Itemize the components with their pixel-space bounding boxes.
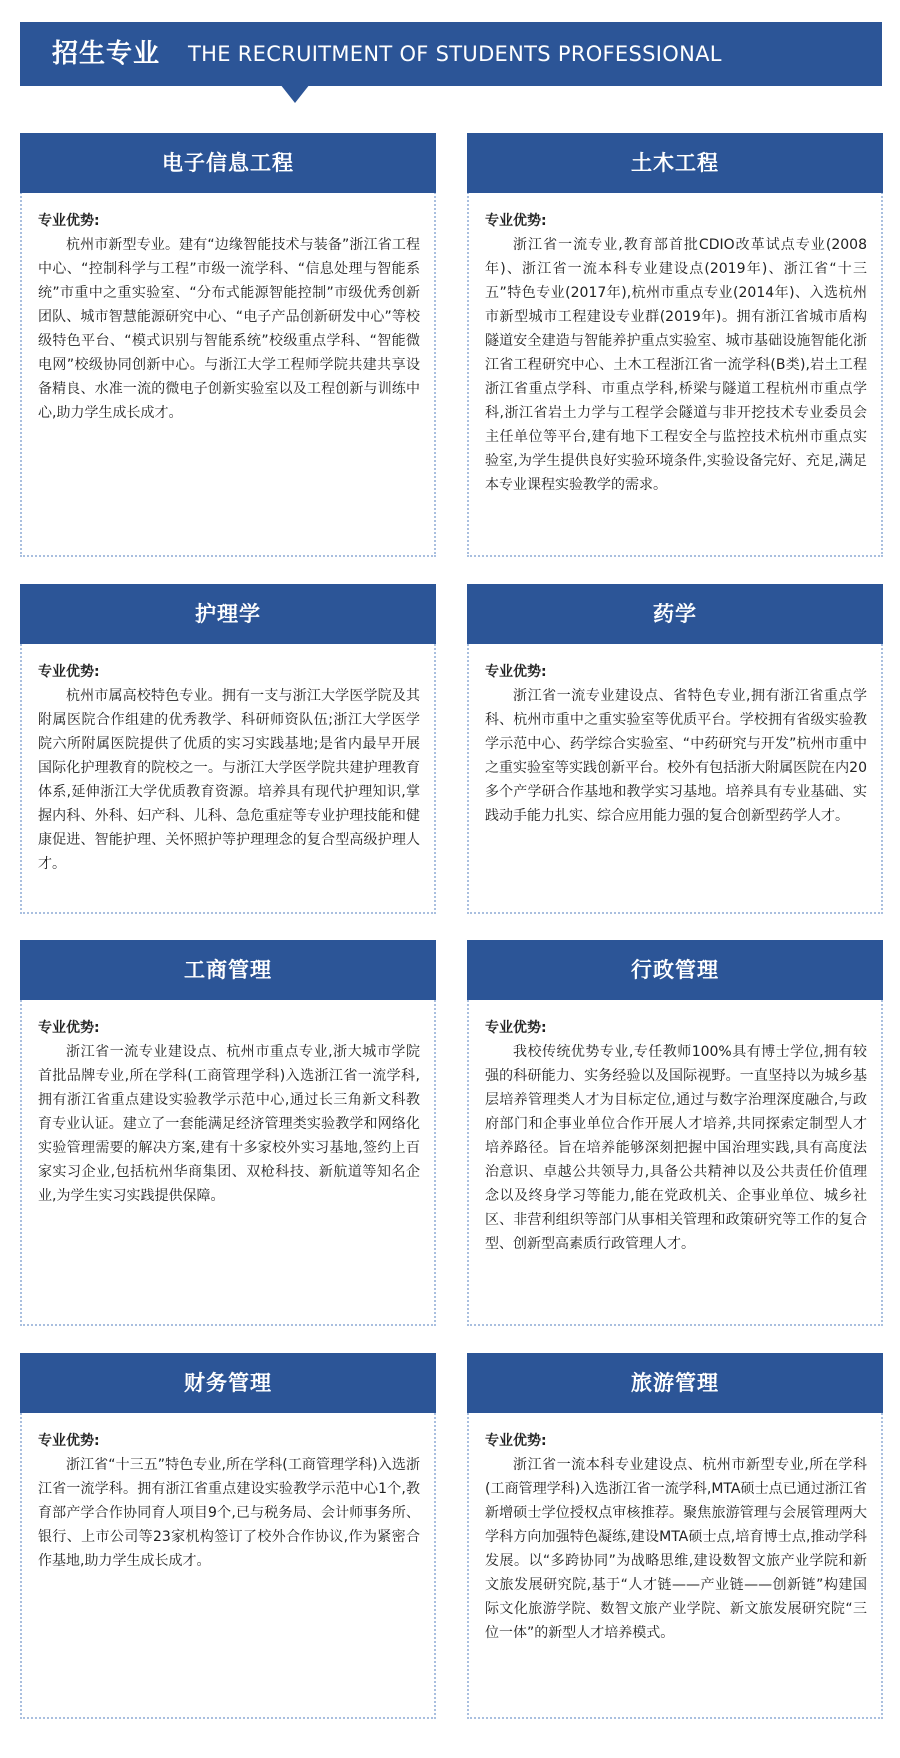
major-title: 药学 — [467, 584, 883, 644]
advantage-text: 浙江省一流专业建设点、省特色专业,拥有浙江省重点学科、杭州市重中之重实验室等优质平台。学校拥有省级实验教学示范中心、药学综合实验室、“中药研究与开发”杭州市重中之重实验室等实践创新平台。校外有包括浙大附属医院在内20多个产学研合作基地和教学实习基地。培养具有专业基础、实践动手能力扎实、综合应用能力强的复合创新型药学人才。 — [485, 688, 867, 824]
major-title: 旅游管理 — [467, 1353, 883, 1413]
advantage-label: 专业优势: — [38, 1433, 100, 1449]
advantage-text: 浙江省一流专业建设点、杭州市重点专业,浙大城市学院首批品牌专业,所在学科(工商管理学科)入选浙江省一流学科,拥有浙江省重点建设实验教学示范中心,通过长三角新文科教育专业认证。建立了一套能满足经济管理类实验教学和网络化实验管理需要的解决方案,建有十多家校外实习基地,签约上百家实习企业,包括杭州华商集团、双枪科技、新航道等知名企业,为学生实习实践提供保障。 — [38, 1044, 420, 1204]
advantage-label: 专业优势: — [485, 1020, 547, 1036]
major-title: 工商管理 — [20, 940, 436, 1000]
banner-title-cn: 招生专业 — [52, 39, 161, 69]
major-card-civil-engineering — [467, 133, 883, 557]
advantage-label: 专业优势: — [38, 664, 100, 680]
major-card-financial-management — [20, 1353, 436, 1719]
advantage-label: 专业优势: — [38, 213, 100, 229]
major-card-pharmacy — [467, 584, 883, 914]
advantage-label: 专业优势: — [485, 664, 547, 680]
banner-arrow-icon — [280, 84, 310, 103]
advantage-text: 浙江省一流本科专业建设点、杭州市新型专业,所在学科(工商管理学科)入选浙江省一流学科,MTA硕士点已通过浙江省新增硕士学位授权点审核推荐。聚焦旅游管理与会展管理两大学科方向加强特色凝练,建设MTA硕士点,培育博士点,推动学科发展。以“多跨协同”为战略思维,建设数智文旅产业学院和新文旅发展研究院,基于“人才链——产业链——创新链”构建国际文化旅游学院、数智文旅产业学院、新文旅发展研究院“三位一体”的新型人才培养模式。 — [485, 1457, 867, 1641]
section-banner — [20, 22, 882, 86]
major-card-business-administration — [20, 940, 436, 1326]
major-title: 财务管理 — [20, 1353, 436, 1413]
advantage-text: 杭州市属高校特色专业。拥有一支与浙江大学医学院及其附属医院合作组建的优秀教学、科研师资队伍;浙江大学医学院六所附属医院提供了优质的实习实践基地;是省内最早开展国际化护理教育的院校之一。与浙江大学医学院共建护理教育体系,延伸浙江大学优质教育资源。培养具有现代护理知识,掌握内科、外科、妇产科、儿科、急危重症等专业护理技能和健康促进、智能护理、关怀照护等护理理念的复合型高级护理人才。 — [38, 688, 420, 872]
advantage-text: 浙江省一流专业,教育部首批CDIO改革试点专业(2008年)、浙江省一流本科专业建设点(2019年)、浙江省“十三五”特色专业(2017年),杭州市重点专业(2014年)、入选杭州市新型城市工程建设专业群(2019年)。拥有浙江省城市盾构隧道安全建造与智能养护重点实验室、城市基础设施智能化浙江省工程研究中心、土木工程浙江省一流学科(B类),岩土工程浙江省重点学科、市重点学科,桥梁与隧道工程杭州市重点学科,浙江省岩土力学与工程学会隧道与非开挖技术专业委员会主任单位等平台,建有地下工程安全与监控技术杭州市重点实验室,为学生提供良好实验环境条件,实验设备完好、充足,满足本专业课程实验教学的需求。 — [485, 237, 867, 493]
major-title: 土木工程 — [467, 133, 883, 193]
advantage-label: 专业优势: — [485, 1433, 547, 1449]
advantage-text: 杭州市新型专业。建有“边缘智能技术与装备”浙江省工程中心、“控制科学与工程”市级一流学科、“信息处理与智能系统”市重中之重实验室、“分布式能源智能控制”市级优秀创新团队、城市智慧能源研究中心、“电子产品创新研发中心”等校级特色平台、“模式识别与智能系统”校级重点学科、“智能微电网”校级协同创新中心。与浙江大学工程师学院共建共享设备精良、水准一流的微电子创新实验室以及工程创新与训练中心,助力学生成长成才。 — [38, 237, 420, 421]
major-card-nursing — [20, 584, 436, 914]
advantage-text: 浙江省“十三五”特色专业,所在学科(工商管理学科)入选浙江省一流学科。拥有浙江省重点建设实验教学示范中心1个,教育部产学合作协同育人项目9个,已与税务局、会计师事务所、银行、上市公司等23家机构签订了校外合作协议,作为紧密合作基地,助力学生成长成才。 — [38, 1457, 420, 1569]
advantage-label: 专业优势: — [485, 213, 547, 229]
major-card-tourism-management — [467, 1353, 883, 1719]
major-title: 护理学 — [20, 584, 436, 644]
major-title: 电子信息工程 — [20, 133, 436, 193]
major-card-public-administration — [467, 940, 883, 1326]
major-title: 行政管理 — [467, 940, 883, 1000]
major-card-electronic-information — [20, 133, 436, 557]
banner-title-en: THE RECRUITMENT OF STUDENTS PROFESSIONAL — [188, 42, 722, 66]
advantage-text: 我校传统优势专业,专任教师100%具有博士学位,拥有较强的科研能力、实务经验以及国际视野。一直坚持以为城乡基层培养管理类人才为目标定位,通过与数字治理深度融合,与政府部门和企事业单位合作开展人才培养,共同探索定制型人才培养路径。旨在培养能够深刻把握中国治理实践,具有高度法治意识、卓越公共领导力,具备公共精神以及公共责任价值理念以及终身学习等能力,能在党政机关、企事业单位、城乡社区、非营利组织等部门从事相关管理和政策研究等工作的复合型、创新型高素质行政管理人才。 — [485, 1044, 867, 1252]
advantage-label: 专业优势: — [38, 1020, 100, 1036]
